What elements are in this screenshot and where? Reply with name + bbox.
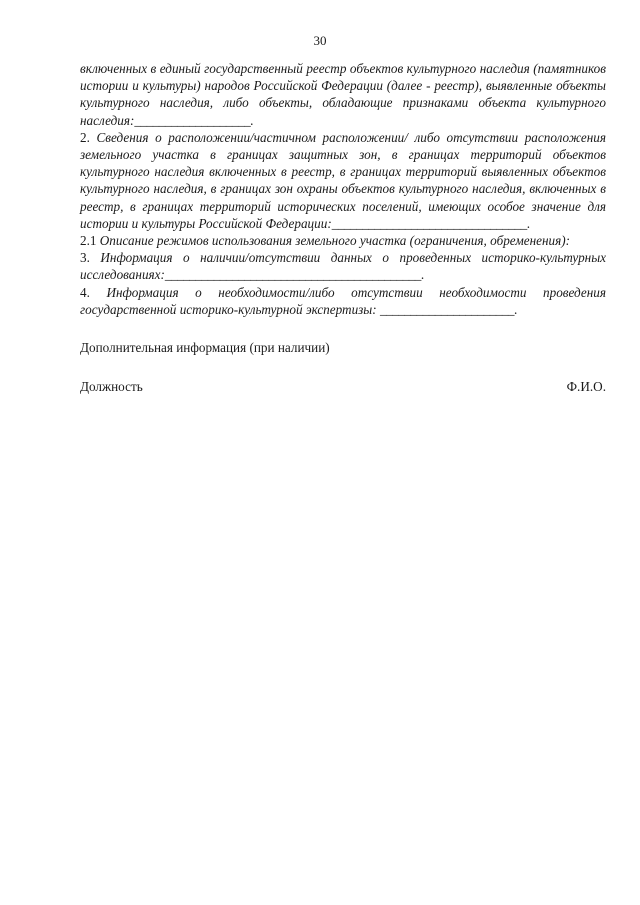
paragraph-4 <box>80 284 606 318</box>
paragraph-number: 2. <box>80 129 90 145</box>
paragraph-1-continuation <box>80 60 606 129</box>
paragraph-text: Сведения о расположении/частичном расположении/ либо отсутствии расположения земельного участка в границах защитных зон, в границах территорий объектов культурного наследия включенных в реестр, в границах территорий выявленных объектов культурного наследия, в границах зон охраны объектов культурного наследия, включенных в реестр, в границах территорий исторических поселений, имеющих особое значение для истории и культуры Российской Федерации: <box>80 129 606 231</box>
paragraph-number: 3. <box>80 250 90 266</box>
position-label: Должность <box>80 379 143 395</box>
fill-in-blank: ___________________. <box>134 112 253 128</box>
fio-label: Ф.И.О. <box>566 379 606 395</box>
paragraph-text: Описание режимов использования земельного участка (ограничения, обременения): <box>99 233 571 249</box>
signature-row <box>80 378 606 395</box>
paragraph-2-1 <box>80 232 606 249</box>
document-body <box>80 60 606 395</box>
page-number: 30 <box>313 33 327 48</box>
additional-info-label: Дополнительная информация (при наличии) <box>80 340 330 356</box>
fill-in-blank: ________________________________. <box>331 215 530 231</box>
paragraph-3 <box>80 249 606 283</box>
paragraph-number: 4. <box>80 284 90 300</box>
paragraph-text: Информация о необходимости/либо отсутствии необходимости проведения государственной историко-культурной экспертизы: <box>80 284 606 317</box>
paragraph-text: Информация о наличии/отсутствии данных о проведенных историко-культурных исследованиях: <box>80 250 606 283</box>
fill-in-blank: __________________________________________. <box>164 267 424 283</box>
paragraph-text: включенных в единый государственный реестр объектов культурного наследия (памятников истории и культуры) народов Российской Федерации (далее - реестр), выявленные объекты культурного наследия, либо объекты, обладающие признаками объекта культурного наследия: <box>80 61 606 128</box>
fill-in-blank: ______________________. <box>379 301 517 317</box>
paragraph-number: 2.1 <box>80 233 97 249</box>
paragraph-2 <box>80 129 606 232</box>
